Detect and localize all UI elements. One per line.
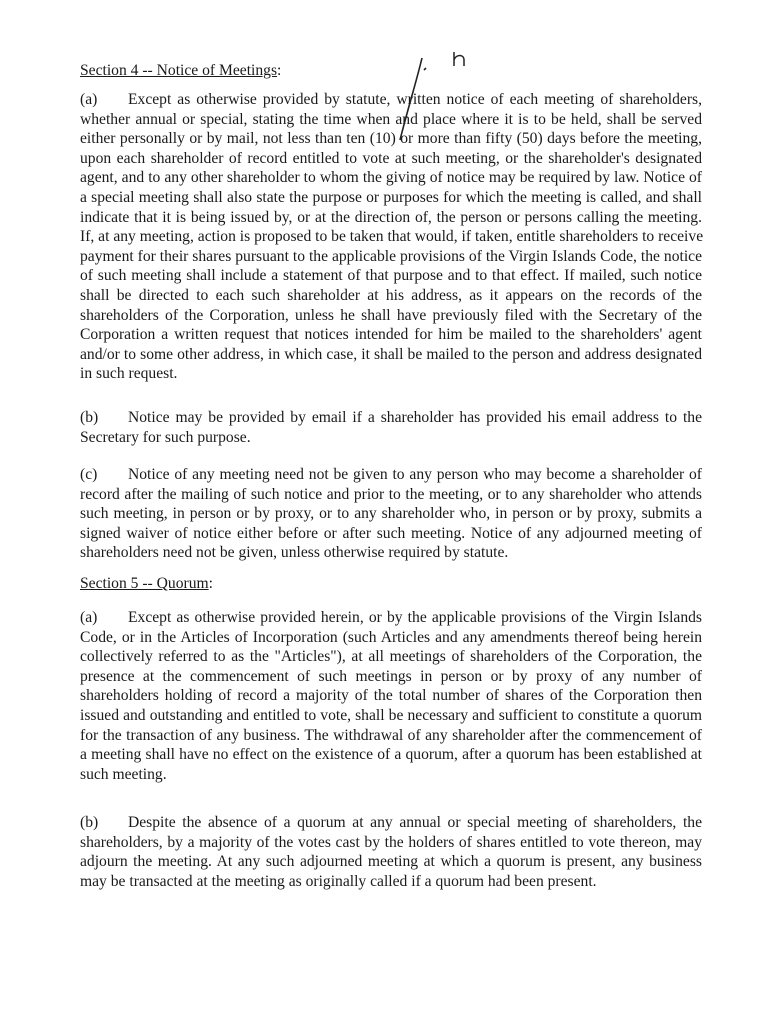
line-text: upon each shareholder of record entitled to vote at such meeting, or the shareholder's designated — [80, 149, 702, 167]
line-text: shareholders holding of record a majority of the total number of shares of the Corporation then — [80, 687, 702, 705]
line-text: either personally or by mail, not less than ten (10) or more than fifty (50) days before the meeting, — [80, 130, 702, 148]
section-5-para-b — [80, 813, 702, 891]
heading-colon: : — [277, 62, 282, 79]
line-text: a meeting shall have no effect on the existence of a quorum, after a quorum has been established at — [80, 746, 702, 764]
paragraph-line — [80, 227, 702, 247]
paragraph-line — [80, 745, 702, 765]
heading-colon: : — [208, 575, 213, 592]
section-4-heading — [80, 62, 702, 80]
paragraph-line — [80, 465, 702, 485]
section-5-para-a — [80, 608, 702, 784]
paragraph-line — [80, 168, 702, 188]
paragraph-label: (c) — [80, 466, 98, 483]
paragraph-line — [80, 286, 702, 306]
paragraph-line — [80, 726, 702, 746]
paragraph-label: (a) — [80, 609, 98, 626]
paragraph-line — [80, 325, 702, 345]
line-text: Secretary for such purpose. — [80, 428, 251, 446]
paragraph-line — [80, 543, 702, 563]
paragraph-line — [80, 345, 702, 365]
paragraph-line — [80, 833, 702, 853]
line-text: a special meeting shall also state the purpose or purposes for which the meeting is called, and shall — [80, 188, 702, 206]
paragraph-line — [80, 188, 702, 208]
paragraph-line — [80, 208, 702, 228]
paragraph-line — [80, 90, 702, 110]
line-text: shall be directed to each such shareholder at his address, as it appears on the records of the — [80, 286, 702, 304]
paragraph-line — [80, 247, 702, 267]
line-text: may be transacted at the meeting as originally called if a quorum had been present. — [80, 872, 597, 890]
paragraph-label: (b) — [80, 814, 99, 831]
line-text: presence at the commencement of such meetings in person or by proxy of any number of — [80, 667, 702, 685]
paragraph-line — [80, 266, 702, 286]
paragraph-line — [80, 872, 702, 892]
paragraph-line — [80, 667, 702, 687]
paragraph-line — [80, 428, 702, 448]
heading-text: Section 5 -- Quorum — [80, 575, 209, 592]
paragraph-line — [80, 110, 702, 130]
line-text: agent, and to any other shareholder to whom the giving of notice may be required by law. Notice of — [80, 169, 702, 187]
line-text: adjourn the meeting. At any such adjourned meeting at which a quorum is present, any business — [80, 853, 702, 871]
line-text: for the transaction of any business. The withdrawal of any shareholder after the commencement of — [80, 726, 702, 744]
section-5-heading — [80, 575, 702, 593]
paragraph-line — [80, 364, 702, 384]
paragraph-line — [80, 306, 702, 326]
paragraph-line — [80, 485, 702, 505]
paragraph-line — [80, 765, 702, 785]
paragraph-line — [80, 706, 702, 726]
line-text: Except as otherwise provided by statute, written notice of each meeting of shareholders, — [128, 91, 702, 108]
heading-text: Section 4 -- Notice of Meetings — [80, 62, 278, 79]
paragraph-line — [80, 813, 702, 833]
paragraph-line — [80, 608, 702, 628]
paragraph-line — [80, 852, 702, 872]
line-text: whether annual or special, stating the time when and place where it is to be held, shall be served — [80, 110, 702, 128]
line-text: Code, or in the Articles of Incorporation (such Articles and any amendments thereof being herein — [80, 628, 702, 646]
paragraph-line — [80, 504, 702, 524]
line-text: such meeting. — [80, 765, 167, 783]
section-4-para-c — [80, 465, 702, 563]
line-text: indicate that it is being issued by, or at the direction of, the person or persons calling the meeting. — [80, 208, 702, 226]
paragraph-line — [80, 686, 702, 706]
paragraph-line — [80, 149, 702, 169]
line-text: Notice may be provided by email if a shareholder has provided his email address to the — [128, 409, 702, 426]
line-text: record after the mailing of such notice and prior to the meeting, or to any shareholder who attends — [80, 485, 702, 503]
paragraph-line — [80, 129, 702, 149]
paragraph-line — [80, 524, 702, 544]
line-text: in such request. — [80, 365, 178, 383]
paragraph-line — [80, 628, 702, 648]
paragraph-line — [80, 408, 702, 428]
line-text: shareholders, by a majority of the votes cast by the holders of shares entitled to vote thereon, may — [80, 833, 702, 851]
line-text: Except as otherwise provided herein, or by the applicable provisions of the Virgin Islands — [128, 609, 702, 626]
line-text: Corporation a written request that notices intended for him be mailed to the shareholders' agent — [80, 326, 702, 344]
paragraph-line — [80, 647, 702, 667]
line-text: collectively referred to as the "Articles"), at all meetings of shareholders of the Corporation, the — [80, 648, 702, 666]
section-4-para-a — [80, 90, 702, 384]
line-text: Despite the absence of a quorum at any annual or special meeting of shareholders, the — [128, 814, 702, 831]
line-text: and/or to some other address, in which case, it shall be mailed to the person and address designated — [80, 345, 702, 363]
line-text: issued and outstanding and entitled to vote, shall be necessary and sufficient to constitute a quorum — [80, 706, 702, 724]
line-text: If, at any meeting, action is proposed to be taken that would, if taken, entitle shareholders to receive — [80, 228, 704, 246]
line-text: shareholders of the Corporation, unless he shall have previously filed with the Secretary of the — [80, 306, 702, 324]
paragraph-label: (a) — [80, 91, 98, 108]
line-text: of such meeting shall include a statement of that purpose and to that effect. If mailed, such notice — [80, 267, 702, 285]
paragraph-label: (b) — [80, 409, 99, 426]
line-text: payment for their shares pursuant to the applicable provisions of the Virgin Islands Code, the notice — [80, 247, 702, 265]
line-text: Notice of any meeting need not be given to any person who may become a shareholder of — [128, 466, 702, 483]
line-text: such meeting, in person or by proxy, or to any shareholder who, in person or by proxy, submits a — [80, 505, 702, 523]
line-text: shareholders need not be given, unless otherwise required by statute. — [80, 544, 509, 562]
line-text: signed waiver of notice either before or after such meeting. Notice of any adjourned meeting of — [80, 524, 702, 542]
section-4-para-b — [80, 408, 702, 447]
